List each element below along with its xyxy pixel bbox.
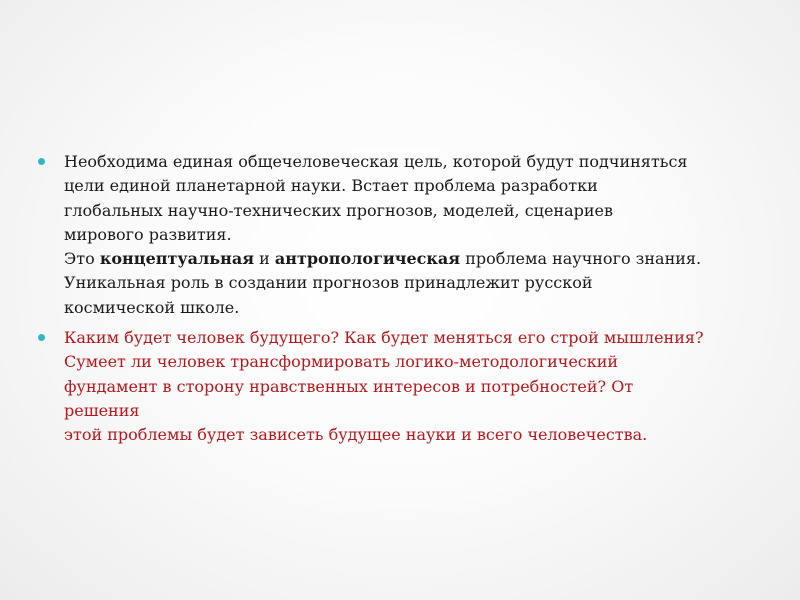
text-line: фундамент в сторону нравственных интересов и потребностей? От [64,376,634,396]
bullet-item-prognoses [38,150,768,320]
bullet-dot-icon [38,158,45,165]
text-line: Уникальная роль в создании прогнозов принадлежит русской [64,273,593,293]
text-line: цели единой планетарной науки. Встает проблема разработки [64,176,598,196]
text-line: этой проблемы будет зависеть будущее науки и всего человечества. [64,425,648,445]
slide-content [38,150,768,454]
bold-term-conceptual: концептуальная [99,249,255,269]
text-line: космической школе. [64,297,240,317]
bullet-dot-icon [38,334,45,341]
text-line: глобальных научно-технических прогнозов, моделей, сценариев [64,200,614,220]
text-fragment: проблема научного знания. [460,249,702,269]
text-fragment: и [254,249,275,269]
text-line: Каким будет человек будущего? Как будет меняться его строй мышления? [64,328,704,348]
text-line: решения [64,400,140,420]
text-line [64,247,768,271]
text-line: Необходима единая общечеловеческая цель, которой будут подчиняться [64,152,688,171]
text-line: Сумеет ли человек трансформировать логико-методологический [64,352,619,372]
text-fragment: Это [64,249,100,269]
bold-term-anthropological: антропологическая [274,249,461,269]
text-line: мирового развития. [64,224,232,244]
bullet-item-future-human [38,326,768,447]
